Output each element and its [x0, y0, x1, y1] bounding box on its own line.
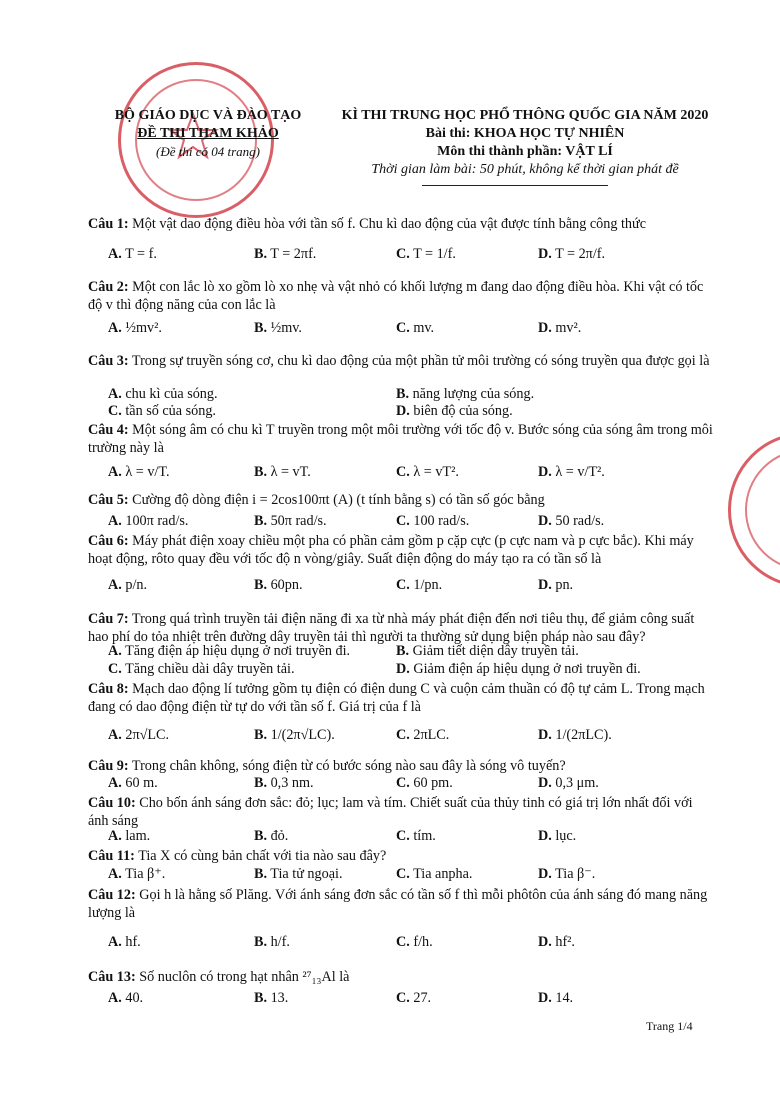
question-10	[88, 794, 713, 830]
question-2	[88, 278, 713, 314]
option-d: D. biên độ của sóng.	[396, 403, 513, 419]
ministry-name: BỘ GIÁO DỤC VÀ ĐÀO TẠO	[114, 108, 302, 123]
subject-name: Môn thi thành phần: VẬT LÍ	[437, 144, 613, 159]
question-text: Trong chân không, sóng điện từ có bước sóng nào sau đây là sóng vô tuyến?	[131, 758, 566, 774]
option-b: B. λ = vT.	[254, 464, 311, 480]
option-c: C. tần số của sóng.	[108, 403, 216, 419]
option-c: C. λ = vT².	[396, 464, 459, 480]
options-row	[108, 866, 728, 886]
question-text: Cường độ dòng điện i = 2cos100πt (A) (t tính bằng s) có tần số góc bằng	[132, 492, 545, 508]
option-b: B. Giảm tiết diện dây truyền tải.	[396, 643, 579, 659]
option-a: A. 60 m.	[108, 775, 158, 791]
option-d: D. T = 2π/f.	[538, 246, 606, 262]
question-9	[88, 757, 713, 775]
option-a: A. T = f.	[108, 246, 157, 262]
option-a: A. Tăng điện áp hiệu dụng ở nơi truyền đi.	[108, 643, 351, 659]
question-label: Câu 10:	[88, 795, 136, 811]
option-d: D. 14.	[538, 990, 574, 1006]
question-text: Số nuclôn có trong hạt nhân ²⁷₁₃Al là	[139, 969, 350, 985]
options-row	[108, 246, 728, 266]
option-d: D. Tia β⁻.	[538, 866, 596, 882]
option-a: A. p/n.	[108, 577, 148, 593]
question-label: Câu 6:	[88, 533, 129, 549]
option-b: B. h/f.	[254, 934, 290, 950]
question-4	[88, 421, 713, 457]
option-d: D. λ = v/T².	[538, 464, 605, 480]
option-c: C. 1/pn.	[396, 577, 443, 593]
question-5	[88, 491, 713, 509]
page-number: Trang 1/4	[646, 1019, 693, 1033]
question-7	[88, 610, 713, 646]
option-d: D. mv².	[538, 320, 582, 336]
question-text: Một vật dao động điều hòa với tần số f. Chu kì dao động của vật được tính bằng công thức	[132, 216, 647, 232]
options-row	[108, 990, 728, 1010]
question-label: Câu 3:	[88, 353, 129, 369]
option-a: A. Tia β⁺.	[108, 866, 166, 882]
option-b: B. 60pn.	[254, 577, 303, 593]
options-row	[108, 828, 728, 848]
option-c: C. Tia anpha.	[396, 866, 473, 882]
exam-title: KÌ THI TRUNG HỌC PHỔ THÔNG QUỐC GIA NĂM 2020	[341, 108, 709, 123]
option-d: D. 0,3 μm.	[538, 775, 599, 791]
question-8	[88, 680, 713, 716]
option-d: D. pn.	[538, 577, 574, 593]
question-3	[88, 352, 713, 370]
question-11	[88, 847, 713, 865]
option-c: C. mv.	[396, 320, 435, 336]
option-b: B. 0,3 nm.	[254, 775, 314, 791]
option-c: C. f/h.	[396, 934, 433, 950]
option-d: D. hf².	[538, 934, 575, 950]
options-row	[108, 403, 728, 423]
option-a: A. chu kì của sóng.	[108, 386, 218, 402]
header-right	[325, 107, 725, 179]
options-row	[108, 643, 728, 663]
official-stamp-right	[728, 432, 780, 588]
question-label: Câu 5:	[88, 492, 129, 508]
question-label: Câu 12:	[88, 887, 136, 903]
question-label: Câu 4:	[88, 422, 129, 438]
question-6	[88, 532, 713, 568]
options-row	[108, 577, 728, 597]
question-1	[88, 215, 713, 233]
option-a: A. 100π rad/s.	[108, 513, 189, 529]
option-c: C. tím.	[396, 828, 436, 844]
question-text: Gọi h là hằng số Plăng. Với ánh sáng đơn sắc có tần số f thì mỗi phôtôn của ánh sáng đó mang năng lượng là	[88, 887, 708, 921]
option-c: C. Tăng chiều dài dây truyền tải.	[108, 661, 295, 677]
page-note: (Đề thi có 04 trang)	[156, 144, 260, 159]
option-b: B. 13.	[254, 990, 289, 1006]
header-left	[108, 107, 308, 161]
option-b: B. 1/(2π√LC).	[254, 727, 335, 743]
exam-type: ĐỀ THI THAM KHẢO	[137, 126, 279, 141]
test-name: Bài thi: KHOA HỌC TỰ NHIÊN	[425, 126, 625, 141]
options-row	[108, 464, 728, 484]
question-text: Trong quá trình truyền tải điện năng đi xa từ nhà máy phát điện đến nơi tiêu thụ, để giảm công suất hao phí do tỏa nhiệt trên đường dây truyền tải thì người ta thường sử dụng biện pháp nào sau đây?	[88, 611, 695, 645]
option-d: D. 50 rad/s.	[538, 513, 605, 529]
question-text: Trong sự truyền sóng cơ, chu kì dao động của một phần tử môi trường có sóng truyền qua được gọi là	[131, 353, 710, 369]
option-a: A. 2π√LC.	[108, 727, 170, 743]
options-row	[108, 513, 728, 533]
option-c: C. 2πLC.	[396, 727, 450, 743]
options-row	[108, 775, 728, 795]
option-b: B. ½mv.	[254, 320, 302, 336]
header-divider	[422, 185, 608, 186]
option-a: A. hf.	[108, 934, 141, 950]
question-text: Một sóng âm có chu kì T truyền trong một môi trường với tốc độ v. Bước sóng của sóng âm trong môi trường này là	[88, 422, 713, 456]
option-b: B. đỏ.	[254, 828, 289, 844]
option-b: B. Tia tử ngoại.	[254, 866, 343, 882]
question-text: Tia X có cùng bản chất với tia nào sau đây?	[138, 848, 387, 864]
option-c: C. 100 rad/s.	[396, 513, 470, 529]
question-label: Câu 1:	[88, 216, 129, 232]
question-text: Máy phát điện xoay chiều một pha có phần cảm gồm p cặp cực (p cực nam và p cực bắc). Khi máy hoạt động, rôto quay đều với tốc độ n vòng/giây. Suất điện động do máy tạo ra có tần số là	[88, 533, 694, 567]
option-c: C. 60 pm.	[396, 775, 453, 791]
option-b: B. năng lượng của sóng.	[396, 386, 535, 402]
question-label: Câu 2:	[88, 279, 129, 295]
question-text: Mạch dao động lí tưởng gồm tụ điện có điện dung C và cuộn cảm thuần có độ tự cảm L. Trong mạch đang có dao động điện từ tự do với tần số f. Giá trị của f là	[88, 681, 705, 715]
options-row	[108, 661, 728, 681]
option-a: A. 40.	[108, 990, 144, 1006]
options-row	[108, 934, 728, 954]
option-a: A. λ = v/T.	[108, 464, 170, 480]
question-label: Câu 7:	[88, 611, 129, 627]
option-d: D. 1/(2πLC).	[538, 727, 612, 743]
question-label: Câu 13:	[88, 969, 136, 985]
options-row	[108, 727, 728, 747]
question-12	[88, 886, 713, 922]
option-d: D. Giảm điện áp hiệu dụng ở nơi truyền đi.	[396, 661, 641, 677]
time-note: Thời gian làm bài: 50 phút, không kể thời gian phát đề	[371, 162, 679, 177]
question-label: Câu 9:	[88, 758, 129, 774]
option-a: A. ½mv².	[108, 320, 162, 336]
option-d: D. lục.	[538, 828, 577, 844]
option-c: C. T = 1/f.	[396, 246, 456, 262]
options-row	[108, 320, 728, 340]
question-text: Một con lắc lò xo gồm lò xo nhẹ và vật nhỏ có khối lượng m đang dao động điều hòa. Khi vật có tốc độ v thì động năng của con lắc là	[88, 279, 704, 313]
option-b: B. 50π rad/s.	[254, 513, 327, 529]
question-13	[88, 968, 713, 986]
question-label: Câu 11:	[88, 848, 135, 864]
option-c: C. 27.	[396, 990, 432, 1006]
option-a: A. lam.	[108, 828, 151, 844]
question-text: Cho bốn ánh sáng đơn sắc: đỏ; lục; lam và tím. Chiết suất của thủy tinh có giá trị lớn nhất đối với ánh sáng	[88, 795, 693, 829]
option-b: B. T = 2πf.	[254, 246, 317, 262]
question-label: Câu 8:	[88, 681, 129, 697]
